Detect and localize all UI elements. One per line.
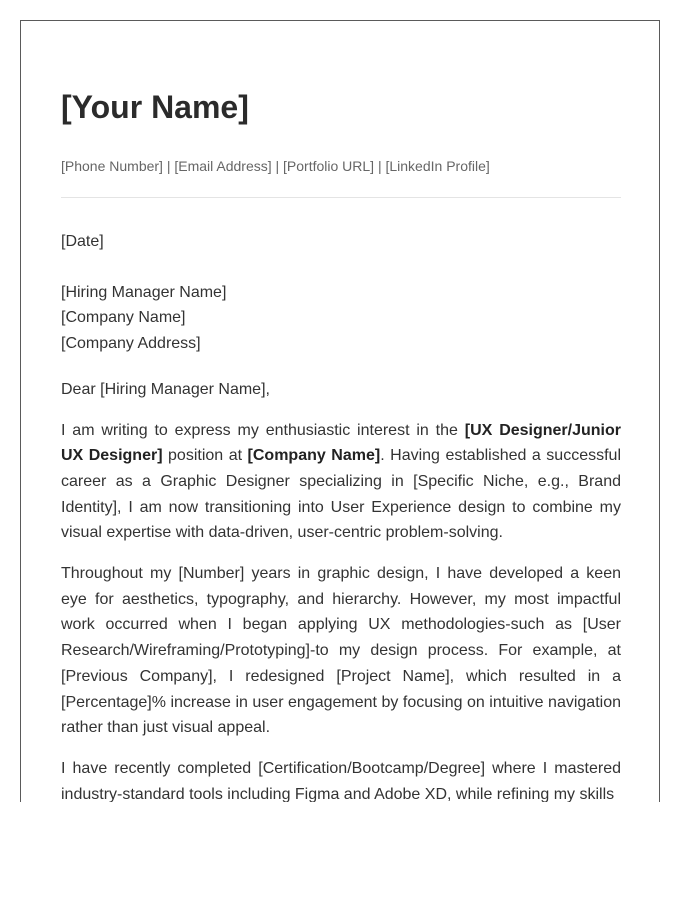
document-page [20,20,660,802]
letter-body [61,229,621,802]
salutation: Dear [Hiring Manager Name], [61,380,270,398]
letter-date: [Date] [61,233,104,250]
contact-info: [Phone Number] | [Email Address] | [Portfolio URL] | [LinkedIn Profile] [61,158,490,174]
recipient-address: [Company Address] [61,335,201,353]
header-divider [61,197,621,198]
paragraph-experience: Throughout my [Number] years in graphic design, I have developed a keen eye for aesthetics, typography, and hierarchy. However, my most impactful work occurred when I began applying UX methodologies-such as [User Research/Wireframing/Prototyping]-to my design process. For example, at [Previous Company], I redesigned [Project Name], which resulted in a [Percentage]% increase in user engagement by focusing on intuitive navigation rather than just visual appeal. [61,565,621,737]
p1-text-3: . Having established a successful career as a Graphic Designer specializing in [Specific Niche, e.g., Brand Identity], I am now transitioning into User Experience design to combine my visual expertise with data-driven, user-centric problem-solving. [61,447,622,542]
paragraph-intro [61,418,621,547]
recipient-company: [Company Name] [61,309,186,327]
p1-role: [UX Designer/Junior UX Designer] [61,421,621,465]
recipient-manager: [Hiring Manager Name] [61,283,227,301]
p1-text-1: I am writing to express my enthusiastic interest in the [61,421,465,439]
p1-company: [Company Name] [247,447,381,465]
paragraph-education: I have recently completed [Certification/Bootcamp/Degree] where I mastered industry-standard tools including Figma and Adobe XD, while refining my skills [61,759,621,802]
applicant-name: [Your Name] [61,89,249,125]
p1-text-2: position at [162,447,248,465]
recipient-block [61,280,621,357]
